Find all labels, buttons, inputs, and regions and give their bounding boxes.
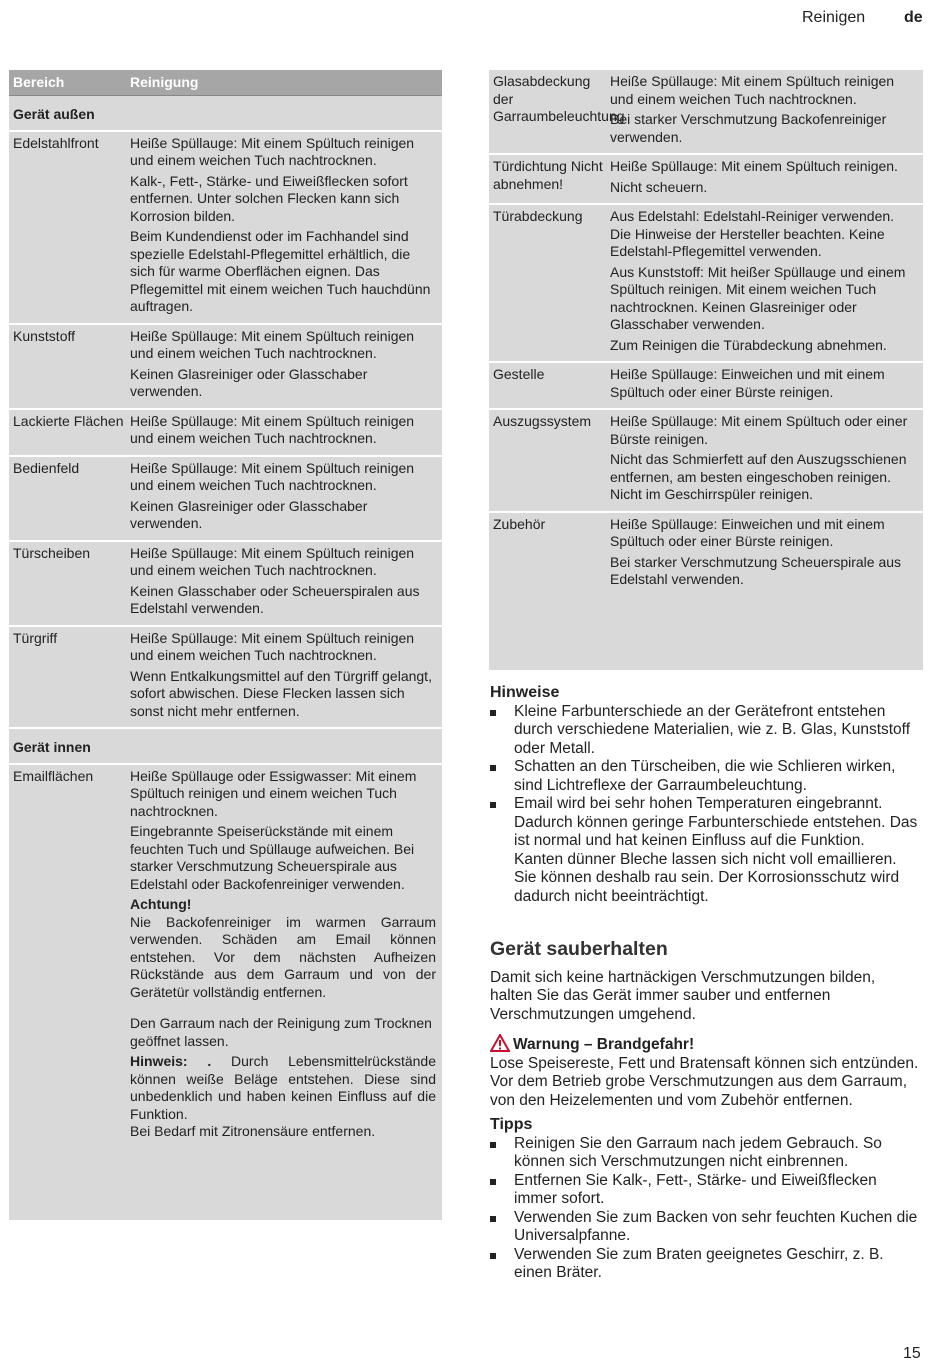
column-header-cleaning: Reinigung <box>130 73 199 90</box>
paragraph: Den Garraum nach der Reinigung zum Trocknen geöffnet lassen. <box>130 1015 432 1049</box>
paragraph: Bei starker Verschmutzung Backofenreiniger verwenden. <box>610 111 887 145</box>
list-item: Schatten an den Türscheiben, die wie Schlieren wirken, sind Lichtreflexe der Garraumbeleuchtung. <box>490 758 920 795</box>
keep-clean-title: Gerät sauberhalten <box>490 938 668 960</box>
row-area: Bedienfeld <box>13 459 80 476</box>
paragraph: Heiße Spüllauge: Einweichen und mit einem Spültuch oder einer Bürste reinigen. <box>610 366 885 400</box>
table-row <box>9 540 442 625</box>
paragraph: Nie Backofenreiniger im warmen Garraum verwenden. Schäden am Email können entstehen. Vor dem nächsten Aufheizen Rückstände aus dem Garraum und von der Gerätetür vollständig entfernen. <box>130 913 436 1000</box>
warning-triangle-icon <box>490 1034 510 1052</box>
row-area: Türabdeckung <box>493 208 583 224</box>
row-cleaning <box>130 630 442 724</box>
row-area: Türscheiben <box>13 544 91 561</box>
row-area: Edelstahlfront <box>13 134 99 151</box>
paragraph: Heiße Spüllauge: Mit einem Spültuch oder einer Bürste reinigen. <box>610 413 908 447</box>
row-area: Glasabdeckung der Garraumbeleuchtung <box>493 73 625 124</box>
row-area: Türgriff <box>13 629 58 646</box>
tips-title: Tipps <box>490 1116 533 1133</box>
list-item: Verwenden Sie zum Backen von sehr feuchten Kuchen die Universalpfanne. <box>490 1209 920 1246</box>
hints-title: Hinweise <box>490 684 560 701</box>
table-row <box>9 408 442 455</box>
cleaning-table-left <box>9 70 442 1220</box>
paragraph: Heiße Spüllauge: Mit einem Spültuch reinigen. <box>610 158 898 174</box>
paragraph: Keinen Glasschaber oder Scheuerspiralen aus Edelstahl verwenden. <box>130 582 420 616</box>
row-area: Kunststoff <box>13 327 76 344</box>
row-area: Emailflächen <box>13 767 94 784</box>
language-tag: de <box>904 9 923 26</box>
table-row <box>489 511 923 596</box>
hint-extra: Kanten dünner Bleche lassen sich nicht voll emaillieren. Sie können deshalb rau sein. Der Korrosionsschutz wird dadurch nicht beeinträchtigt. <box>514 850 900 905</box>
row-area: Türdichtung Nicht abnehmen! <box>493 158 603 192</box>
row-cleaning <box>130 135 442 319</box>
keep-clean-intro: Damit sich keine hartnäckigen Verschmutzungen bilden, halten Sie das Gerät immer sauber und entfernen Verschmutzungen umgehend. <box>490 968 876 1023</box>
paragraph: Nicht scheuern. <box>610 178 708 195</box>
table-rows-outside <box>9 130 442 728</box>
table-row <box>9 323 442 408</box>
paragraph: Heiße Spüllauge oder Essigwasser: Mit einem Spültuch reinigen und einem weichen Tuch nachtrocknen. <box>130 767 417 819</box>
warning-heading <box>490 1034 920 1055</box>
paragraph: Aus Kunststoff: Mit heißer Spüllauge und einem Spültuch reinigen. Mit einem weichen Tuch nachtrocknen. Keinen Glasreiniger oder Glasschaber verwenden. <box>610 263 906 332</box>
row-cleaning <box>130 768 442 1144</box>
paragraph: Beim Kundendienst oder im Fachhandel sind spezielle Edelstahl-Pflegemittel erhältlich, die sich für warme Oberflächen eignen. Das Pflegemittel mit einem weichen Tuch hauchdünn auftragen. <box>130 228 431 314</box>
table-rows-right <box>489 70 923 596</box>
hints-block <box>490 684 920 906</box>
paragraph: Heiße Spüllauge: Mit einem Spültuch reinigen und einem weichen Tuch nachtrocknen. <box>610 73 895 107</box>
row-cleaning <box>610 413 923 507</box>
paragraph: Wenn Entkalkungsmittel auf den Türgriff gelangt, sofort abwischen. Diese Flecken lassen sich sonst nicht mehr entfernen. <box>130 667 432 719</box>
list-item: Email wird bei sehr hohen Temperaturen eingebrannt. Dadurch können geringe Farbunterschiede entstehen. Das ist normal und hat keinen Einfluss auf die Funktion. Kanten dünner Bleche lassen sich nicht voll emaillieren. Sie können deshalb rau sein. Der Korrosionsschutz wird dadurch nicht beeinträchtigt. <box>490 795 920 906</box>
paragraph: Heiße Spüllauge: Einweichen und mit einem Spültuch oder einer Bürste reinigen. <box>610 515 885 549</box>
paragraph: Keinen Glasreiniger oder Glasschaber verwenden. <box>130 497 368 531</box>
paragraph: Heiße Spüllauge: Mit einem Spültuch reinigen und einem weichen Tuch nachtrocknen. <box>130 134 415 168</box>
tips-list <box>490 1135 920 1283</box>
paragraph: Bei starker Verschmutzung Scheuerspirale aus Edelstahl verwenden. <box>610 553 902 587</box>
row-cleaning <box>610 158 923 199</box>
row-cleaning <box>610 208 923 357</box>
table-row <box>9 625 442 728</box>
table-row <box>9 455 442 540</box>
table-row <box>489 153 923 203</box>
section-heading-inside: Gerät innen <box>9 727 442 763</box>
paragraph: Keinen Glasreiniger oder Glasschaber verwenden. <box>130 365 368 399</box>
cleaning-table-right <box>489 70 923 670</box>
attention-label: Achtung! <box>130 896 192 912</box>
row-area: Gestelle <box>493 366 545 382</box>
paragraph: Eingebrannte Speiserückstände mit einem feuchten Tuch und Spüllauge aufweichen. Bei starker Verschmutzung Scheuerspirale aus Edelstahl oder Backofenreiniger verwenden. <box>130 823 415 892</box>
row-cleaning <box>610 516 923 592</box>
hint-label: Hinweis: . <box>130 1053 212 1069</box>
table-header <box>9 70 442 96</box>
table-row <box>489 361 923 408</box>
paragraph: Heiße Spüllauge: Mit einem Spültuch reinigen und einem weichen Tuch nachtrocknen. <box>130 629 415 663</box>
table-row <box>489 203 923 361</box>
list-item: Kleine Farbunterschiede an der Gerätefront entstehen durch verschiedene Materialien, wie z. B. Glas, Kunststoff oder Metall. <box>490 703 920 759</box>
running-header-section: Reinigen <box>802 9 866 26</box>
paragraph: Heiße Spüllauge: Mit einem Spültuch reinigen und einem weichen Tuch nachtrocknen. <box>130 459 415 493</box>
list-item: Verwenden Sie zum Braten geeignetes Geschirr, z. B. einen Bräter. <box>490 1246 920 1283</box>
table-row-email <box>9 763 442 1148</box>
paragraph: Bei Bedarf mit Zitronensäure entfernen. <box>130 1123 376 1139</box>
paragraph: Aus Edelstahl: Edelstahl-Reiniger verwenden. Die Hinweise der Hersteller beachten. Keine Edelstahl-Pflegemittel verwenden. <box>610 208 895 259</box>
paragraph: Kalk-, Fett-, Stärke- und Eiweißflecken sofort entfernen. Unter solchen Flecken kann sich Korrosion bilden. <box>130 172 408 224</box>
row-area: Zubehör <box>493 515 546 532</box>
row-cleaning <box>610 366 923 404</box>
warning-title: Warnung – Brandgefahr! <box>513 1036 695 1053</box>
row-area: Auszugssystem <box>493 413 592 429</box>
page-number: 15 <box>903 1345 921 1362</box>
row-cleaning <box>130 460 442 536</box>
keep-clean-block <box>490 940 920 1283</box>
hint-paragraph: Hinweis: . Durch Lebensmittelrückstände können weiße Beläge entstehen. Diese sind unbedenklich und haben keinen Einfluss auf die Funktion. <box>130 1053 436 1122</box>
warning-text: Lose Speisereste, Fett und Bratensaft können sich entzünden. Vor dem Betrieb grobe Verschmutzungen aus dem Garraum, von den Heizelementen und vom Zubehör entfernen. <box>490 1054 919 1109</box>
hints-list <box>490 703 920 907</box>
table-row <box>489 408 923 511</box>
row-area: Lackierte Flächen <box>13 412 124 429</box>
paragraph: Zum Reinigen die Türabdeckung abnehmen. <box>610 336 887 353</box>
row-cleaning <box>130 413 442 451</box>
section-heading-outside: Gerät außen <box>13 106 95 122</box>
table-row <box>489 70 923 153</box>
paragraph: Heiße Spüllauge: Mit einem Spültuch reinigen und einem weichen Tuch nachtrocknen. <box>130 544 415 578</box>
row-cleaning <box>130 328 442 404</box>
list-item: Reinigen Sie den Garraum nach jedem Gebrauch. So können sich Verschmutzungen nicht einbrennen. <box>490 1135 920 1172</box>
paragraph: Nicht das Schmierfett auf den Auszugsschienen entfernen, am besten eingeschoben reinigen. Nicht im Geschirrspüler reinigen. <box>610 451 907 502</box>
table-row <box>9 130 442 323</box>
paragraph: Heiße Spüllauge: Mit einem Spültuch reinigen und einem weichen Tuch nachtrocknen. <box>130 327 415 361</box>
column-header-area: Bereich <box>13 73 65 90</box>
row-cleaning <box>130 545 442 621</box>
paragraph: Heiße Spüllauge: Mit einem Spültuch reinigen und einem weichen Tuch nachtrocknen. <box>130 412 415 446</box>
row-cleaning <box>610 73 923 149</box>
list-item: Entfernen Sie Kalk-, Fett-, Stärke- und Eiweißflecken immer sofort. <box>490 1172 920 1209</box>
